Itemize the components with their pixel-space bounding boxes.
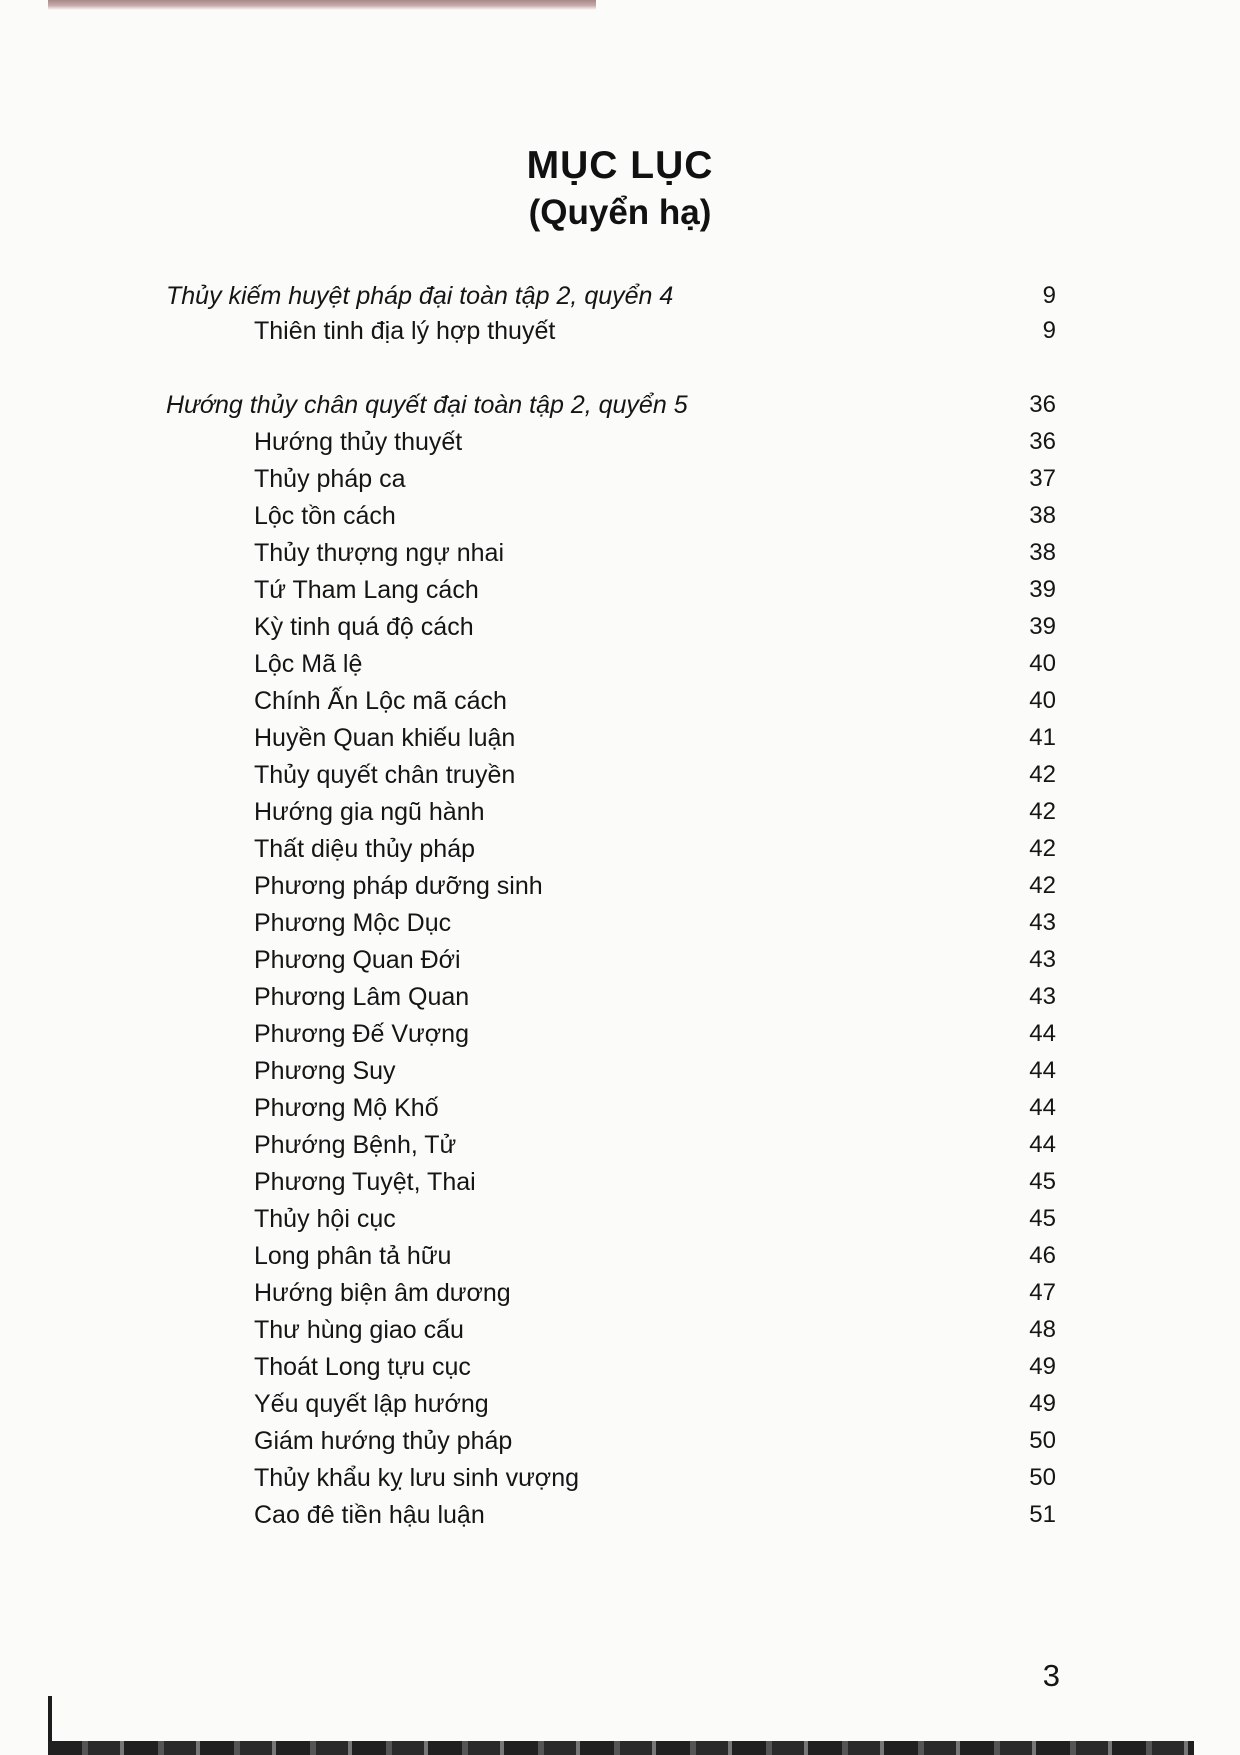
toc-entry xyxy=(0,1275,1240,1311)
toc-label: Hướng thủy thuyết xyxy=(254,428,463,456)
toc-entry xyxy=(0,424,1240,460)
toc-page-number: 39 xyxy=(1029,613,1056,640)
toc-label: Thiên tinh địa lý hợp thuyết xyxy=(254,317,556,345)
toc-page-number: 44 xyxy=(1029,1057,1056,1084)
toc-label: Thủy pháp ca xyxy=(254,465,406,493)
toc-label: Long phân tả hữu xyxy=(254,1242,452,1270)
toc-label: Lộc Mã lệ xyxy=(254,650,363,678)
toc-label: Phương pháp dưỡng sinh xyxy=(254,872,543,900)
page-subtitle: (Quyển hạ) xyxy=(528,193,712,232)
toc-page-number: 43 xyxy=(1029,983,1056,1010)
toc-page-number: 39 xyxy=(1029,576,1056,603)
toc-entry xyxy=(0,831,1240,867)
toc-entry xyxy=(0,646,1240,682)
toc-label: Phương Lâm Quan xyxy=(254,983,470,1011)
toc-page-number: 42 xyxy=(1029,761,1056,788)
toc-label: Phương Mộ Khố xyxy=(254,1094,439,1122)
scan-bottom-edge xyxy=(48,1741,1194,1755)
toc-page-number: 42 xyxy=(1029,798,1056,825)
toc-entry xyxy=(0,979,1240,1015)
toc-entry xyxy=(0,1016,1240,1052)
toc-entry xyxy=(0,1349,1240,1385)
toc-page-number: 44 xyxy=(1029,1020,1056,1047)
toc-label: Thoát Long tựu cục xyxy=(254,1353,471,1381)
toc-page-number: 43 xyxy=(1029,946,1056,973)
toc-page-number: 50 xyxy=(1029,1427,1056,1454)
toc-page-number: 44 xyxy=(1029,1131,1056,1158)
toc-page-number: 37 xyxy=(1029,465,1056,492)
toc-entry xyxy=(0,683,1240,719)
toc-entry xyxy=(0,498,1240,534)
toc-label: Tứ Tham Lang cách xyxy=(254,576,479,604)
toc-label: Thủy thượng ngự nhai xyxy=(254,539,505,567)
toc-entry xyxy=(0,757,1240,793)
toc-page-number: 40 xyxy=(1029,650,1056,677)
toc-label: Phương Mộc Dục xyxy=(254,909,452,937)
toc-page-number: 45 xyxy=(1029,1168,1056,1195)
toc-page-number: 49 xyxy=(1029,1390,1056,1417)
toc-label: Huyền Quan khiếu luận xyxy=(254,724,516,752)
toc-page-number: 51 xyxy=(1029,1501,1056,1528)
scan-left-mark xyxy=(48,1696,52,1742)
toc-entry xyxy=(0,1497,1240,1533)
toc-entry xyxy=(0,1460,1240,1496)
toc-entry xyxy=(0,794,1240,830)
toc-entry xyxy=(0,572,1240,608)
toc-entry xyxy=(0,609,1240,645)
toc-label: Kỳ tinh quá độ cách xyxy=(254,613,474,641)
toc-page-number: 38 xyxy=(1029,502,1056,529)
toc-label: Thư hùng giao cấu xyxy=(254,1316,464,1344)
toc-page-number: 48 xyxy=(1029,1316,1056,1343)
toc-label: Phương Tuyệt, Thai xyxy=(254,1168,476,1196)
title-block xyxy=(0,142,1240,236)
toc-label: Phương Đế Vượng xyxy=(254,1020,469,1048)
toc-label: Giám hướng thủy pháp xyxy=(254,1427,513,1455)
toc-label: Lộc tồn cách xyxy=(254,502,396,530)
toc-label: Thủy khẩu kỵ lưu sinh vượng xyxy=(254,1464,580,1492)
page-title: MỤC LỤC xyxy=(526,144,714,187)
toc-page-number: 47 xyxy=(1029,1279,1056,1306)
toc-label: Phương Suy xyxy=(254,1057,396,1085)
toc-entry xyxy=(0,313,1240,349)
toc-entry xyxy=(0,1312,1240,1348)
toc-label: Hướng gia ngũ hành xyxy=(254,798,485,826)
toc-section-heading xyxy=(0,278,1240,314)
toc-entry xyxy=(0,1423,1240,1459)
toc-label: Thủy kiếm huyệt pháp đại toàn tập 2, quyển 4 xyxy=(166,282,674,310)
toc-entry xyxy=(0,1238,1240,1274)
toc-page-number: 42 xyxy=(1029,835,1056,862)
toc-label: Hướng thủy chân quyết đại toàn tập 2, quyển 5 xyxy=(166,391,688,419)
toc-entry xyxy=(0,1090,1240,1126)
toc-label: Chính Ấn Lộc mã cách xyxy=(254,687,507,715)
toc-entry xyxy=(0,1201,1240,1237)
scan-top-edge xyxy=(48,0,596,10)
toc-entry xyxy=(0,461,1240,497)
toc-page-number: 41 xyxy=(1029,724,1056,751)
toc-label: Thủy quyết chân truyền xyxy=(254,761,516,789)
toc-entry xyxy=(0,535,1240,571)
toc-section-heading xyxy=(0,387,1240,423)
toc-label: Phương Quan Đới xyxy=(254,946,461,974)
toc-page-number: 50 xyxy=(1029,1464,1056,1491)
toc-page-number: 36 xyxy=(1029,391,1056,418)
toc-entry xyxy=(0,1164,1240,1200)
toc-page-number: 36 xyxy=(1029,428,1056,455)
toc-page-number: 9 xyxy=(1042,317,1056,344)
toc-entry xyxy=(0,1053,1240,1089)
toc-label: Hướng biện âm dương xyxy=(254,1279,511,1307)
toc-label: Yếu quyết lập hướng xyxy=(254,1390,489,1418)
toc-label: Thủy hội cục xyxy=(254,1205,396,1233)
toc-entry xyxy=(0,720,1240,756)
toc-entry xyxy=(0,942,1240,978)
toc-label: Thất diệu thủy pháp xyxy=(254,835,475,863)
toc-page-number: 46 xyxy=(1029,1242,1056,1269)
page-number: 3 xyxy=(1042,1658,1060,1693)
toc-page-number: 43 xyxy=(1029,909,1056,936)
toc-label: Cao đê tiền hậu luận xyxy=(254,1501,485,1529)
toc-page-number: 38 xyxy=(1029,539,1056,566)
toc-page-number: 42 xyxy=(1029,872,1056,899)
toc-entry xyxy=(0,905,1240,941)
toc-label: Phướng Bệnh, Tử xyxy=(254,1131,457,1159)
toc-page-number: 45 xyxy=(1029,1205,1056,1232)
toc-entry xyxy=(0,1386,1240,1422)
toc-entry xyxy=(0,868,1240,904)
toc-page-number: 40 xyxy=(1029,687,1056,714)
toc-entry xyxy=(0,1127,1240,1163)
toc-page-number: 9 xyxy=(1042,282,1056,309)
toc-page-number: 44 xyxy=(1029,1094,1056,1121)
toc-page-number: 49 xyxy=(1029,1353,1056,1380)
